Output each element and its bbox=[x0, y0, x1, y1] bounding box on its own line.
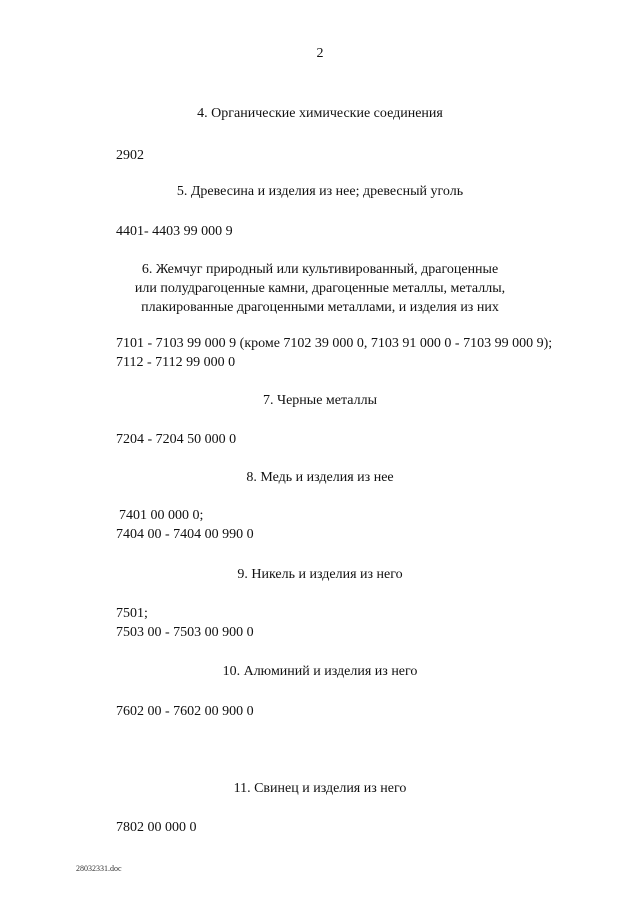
section-code-11-1: 7802 00 000 0 bbox=[116, 820, 197, 835]
section-heading-7: 7. Черные металлы bbox=[262, 393, 377, 408]
section-heading-10: 10. Алюминий и изделия из него bbox=[222, 664, 418, 679]
footer-filename: 28032331.doc bbox=[76, 864, 122, 873]
section-heading-8: 8. Медь и изделия из нее bbox=[246, 470, 394, 485]
section-code-8-1: 7401 00 000 0; bbox=[119, 508, 204, 523]
section-code-4-1: 2902 bbox=[116, 148, 144, 163]
section-code-8-2: 7404 00 - 7404 00 990 0 bbox=[116, 527, 254, 542]
section-code-7-1: 7204 - 7204 50 000 0 bbox=[116, 432, 237, 447]
section-heading-9: 9. Никель и изделия из него bbox=[237, 567, 403, 582]
section-heading-4: 4. Органические химические соединения bbox=[197, 106, 443, 121]
section-heading-6-line-3: плакированные драгоценными металлами, и изделия из них bbox=[141, 300, 499, 315]
section-code-10-1: 7602 00 - 7602 00 900 0 bbox=[116, 704, 254, 719]
section-code-5-1: 4401- 4403 99 000 9 bbox=[116, 224, 233, 239]
section-code-9-1: 7501; bbox=[116, 606, 148, 621]
section-heading-11: 11. Свинец и изделия из него bbox=[233, 781, 407, 796]
section-code-6-1: 7101 - 7103 99 000 9 (кроме 7102 39 000 0, 7103 91 000 0 - 7103 99 000 9); bbox=[116, 336, 553, 351]
section-heading-6-line-2: или полудрагоценные камни, драгоценные металлы, металлы, bbox=[134, 281, 506, 296]
section-code-6-2: 7112 - 7112 99 000 0 bbox=[116, 355, 236, 370]
section-heading-6-line-1: 6. Жемчуг природный или культивированный, драгоценные bbox=[141, 262, 499, 277]
page-number: 2 bbox=[316, 46, 324, 61]
section-heading-5: 5. Древесина и изделия из нее; древесный уголь bbox=[176, 184, 464, 199]
section-code-9-2: 7503 00 - 7503 00 900 0 bbox=[116, 625, 254, 640]
